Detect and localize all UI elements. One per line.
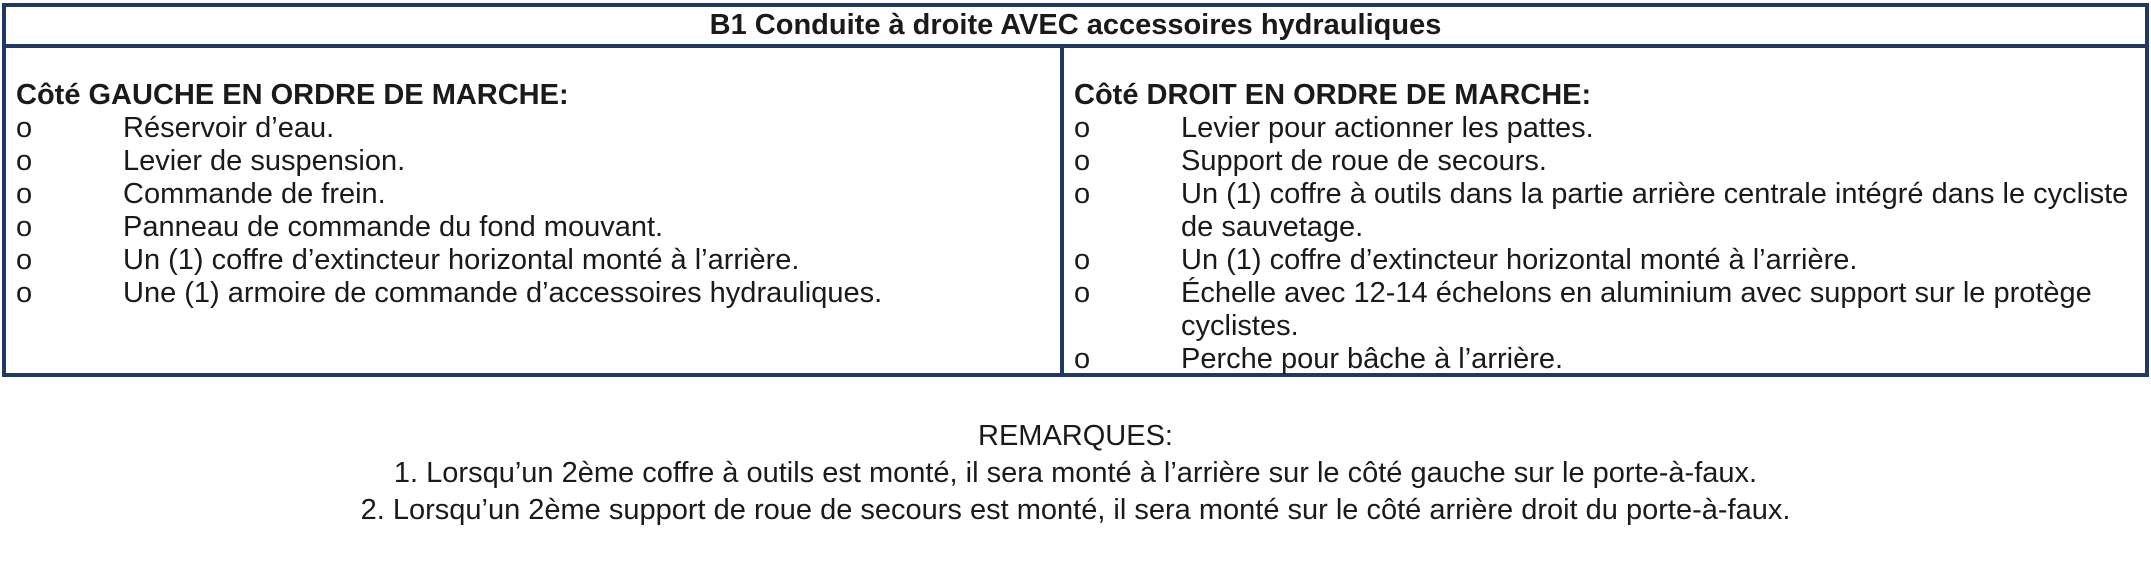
bullet: o bbox=[16, 178, 33, 210]
right-side-list bbox=[1074, 112, 2135, 376]
list-item bbox=[16, 244, 1050, 277]
bullet: o bbox=[16, 211, 33, 243]
table-columns bbox=[6, 48, 2145, 373]
bullet: o bbox=[1074, 178, 1091, 210]
list-item bbox=[16, 211, 1050, 244]
list-item-text: Un (1) coffre à outils dans la partie arrière centrale intégré dans le cycliste de sauvetage. bbox=[1181, 178, 2129, 243]
bullet: o bbox=[16, 244, 33, 276]
list-item-text: Levier pour actionner les pattes. bbox=[1181, 112, 1594, 144]
list-item-text: Perche pour bâche à l’arrière. bbox=[1181, 343, 1564, 375]
list-item-text: Une (1) armoire de commande d’accessoires hydrauliques. bbox=[123, 277, 883, 309]
list-item bbox=[1074, 112, 2135, 145]
left-side-list bbox=[16, 112, 1050, 310]
list-item bbox=[1074, 145, 2135, 178]
list-item bbox=[1074, 178, 2135, 244]
right-side-column bbox=[1064, 48, 2145, 373]
list-item-text: Panneau de commande du fond mouvant. bbox=[123, 211, 664, 243]
bullet: o bbox=[16, 277, 33, 309]
spec-table bbox=[2, 3, 2149, 377]
list-item bbox=[16, 277, 1050, 310]
left-side-column bbox=[6, 48, 1064, 373]
left-side-heading: Côté GAUCHE EN ORDRE DE MARCHE: bbox=[16, 79, 569, 111]
bullet: o bbox=[1074, 145, 1091, 177]
list-item bbox=[1074, 343, 2135, 376]
bullet: o bbox=[1074, 277, 1091, 309]
list-item bbox=[16, 112, 1050, 145]
remarks-section bbox=[0, 418, 2151, 529]
bullet: o bbox=[1074, 343, 1091, 375]
bullet: o bbox=[1074, 112, 1091, 144]
list-item bbox=[16, 178, 1050, 211]
list-item bbox=[1074, 244, 2135, 277]
bullet: o bbox=[16, 145, 33, 177]
list-item-text: Réservoir d’eau. bbox=[123, 112, 335, 144]
remark-item: 1. Lorsqu’un 2ème coffre à outils est monté, il sera monté à l’arrière sur le côté gauche sur le porte-à-faux. bbox=[393, 457, 1758, 489]
bullet: o bbox=[1074, 244, 1091, 276]
table-title: B1 Conduite à droite AVEC accessoires hydrauliques bbox=[6, 7, 2145, 48]
list-item bbox=[1074, 277, 2135, 343]
right-side-heading: Côté DROIT EN ORDRE DE MARCHE: bbox=[1074, 79, 1592, 111]
list-item bbox=[16, 145, 1050, 178]
list-item-text: Levier de suspension. bbox=[123, 145, 406, 177]
list-item-text: Support de roue de secours. bbox=[1181, 145, 1547, 177]
list-item-text: Un (1) coffre d’extincteur horizontal monté à l’arrière. bbox=[123, 244, 800, 276]
list-item-text: Un (1) coffre d’extincteur horizontal monté à l’arrière. bbox=[1181, 244, 1858, 276]
list-item-text: Commande de frein. bbox=[123, 178, 386, 210]
remark-item: 2. Lorsqu’un 2ème support de roue de secours est monté, il sera monté sur le côté arrière droit du porte-à-faux. bbox=[360, 494, 1791, 526]
bullet: o bbox=[16, 112, 33, 144]
remarks-heading: REMARQUES: bbox=[978, 420, 1173, 452]
list-item-text: Échelle avec 12-14 échelons en aluminium avec support sur le protège cyclistes. bbox=[1181, 277, 2092, 342]
